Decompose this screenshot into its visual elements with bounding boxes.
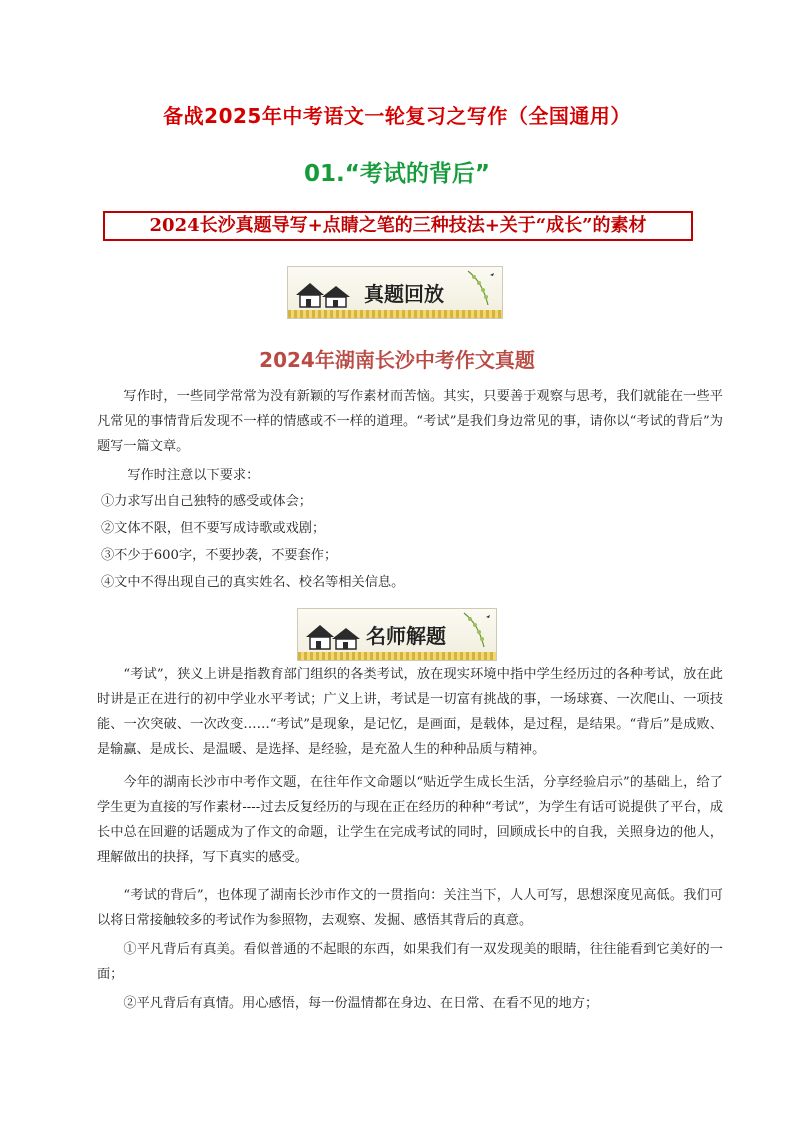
banner-label: 名师解题 xyxy=(366,624,446,648)
analysis-paragraph: “考试”，狭义上讲是指教育部门组织的各类考试，放在现实环境中指中学生经历过的各种考试，放在此时讲是正在进行的初中学业水平考试；广义上讲，考试是一切富有挑战的事，一场球赛、一次爬山、一项技能、一次突破、一次改变……“考试”是现象，是记忆，是画面，是载体，是过程，是结果。“背后”是成败、是输赢、是成长、是温暖、是选择、是经验，是充盈人生的种种品质与精神。 xyxy=(97,667,723,757)
analysis-paragraph: “考试的背后”，也体现了湖南长沙市作文的一贯指向：关注当下，人人可写，思想深度见高低。我们可以将日常接触较多的考试作为参照物，去观察、发掘、感悟其背后的真意。 xyxy=(97,888,723,928)
boxed-topic-title: 2024长沙真题导写+点睛之笔的三种技法+关于“成长”的素材 xyxy=(103,211,693,241)
section-heading: 2024年湖南长沙中考作文真题 xyxy=(259,348,535,372)
requirements-intro: 写作时注意以下要求： xyxy=(127,468,260,483)
banner-real-exam xyxy=(287,266,503,319)
analysis-paragraph: ②平凡背后有真情。用心感悟，每一份温情都在身边、在日常、在看不见的地方； xyxy=(123,996,599,1011)
requirement-item: ②文体不限，但不要写成诗歌或戏剧； xyxy=(101,521,326,536)
document-main-title: 备战2025年中考语文一轮复习之写作（全国通用） xyxy=(163,104,631,128)
prompt-paragraph: 写作时，一些同学常常为没有新颖的写作素材而苦恼。其实，只要善于观察与思考，我们就能在一些平凡常见的事情背后发现不一样的情感或不一样的道理。“考试”是我们身边常见的事，请你以“考试的背后”为题写一篇文章。 xyxy=(97,389,723,454)
analysis-paragraph: ①平凡背后有真美。看似普通的不起眼的东西，如果我们有一双发现美的眼睛，往往能看到它美好的一面； xyxy=(97,942,723,982)
banner-ground-decoration xyxy=(288,310,502,318)
analysis-paragraph: 今年的湖南长沙市中考作文题，在往年作文命题以“贴近学生成长生活，分享经验启示”的基础上，给了学生更为直接的写作素材----过去反复经历的与现在正在经历的种种“考试”，为学生有话可说提供了平台，成长中总在回避的话题成为了作文的命题，让学生在完成考试的同时，回顾成长中的自我，关照身边的他人，理解做出的抉择，写下真实的感受。 xyxy=(97,775,723,865)
banner-label: 真题回放 xyxy=(364,282,444,306)
village-houses-icon xyxy=(302,615,372,655)
willow-branch-icon xyxy=(464,269,500,309)
banner-ground-decoration xyxy=(298,652,496,660)
village-houses-icon xyxy=(292,273,362,313)
requirement-item: ④文中不得出现自己的真实姓名、校名等相关信息。 xyxy=(101,575,405,590)
banner-teacher-analysis xyxy=(297,608,497,661)
document-subtitle: 01.“考试的背后” xyxy=(304,161,490,187)
willow-branch-icon xyxy=(460,611,494,651)
requirement-item: ③不少于600字，不要抄袭，不要套作； xyxy=(101,548,338,563)
requirement-item: ①力求写出自己独特的感受或体会； xyxy=(101,494,312,509)
